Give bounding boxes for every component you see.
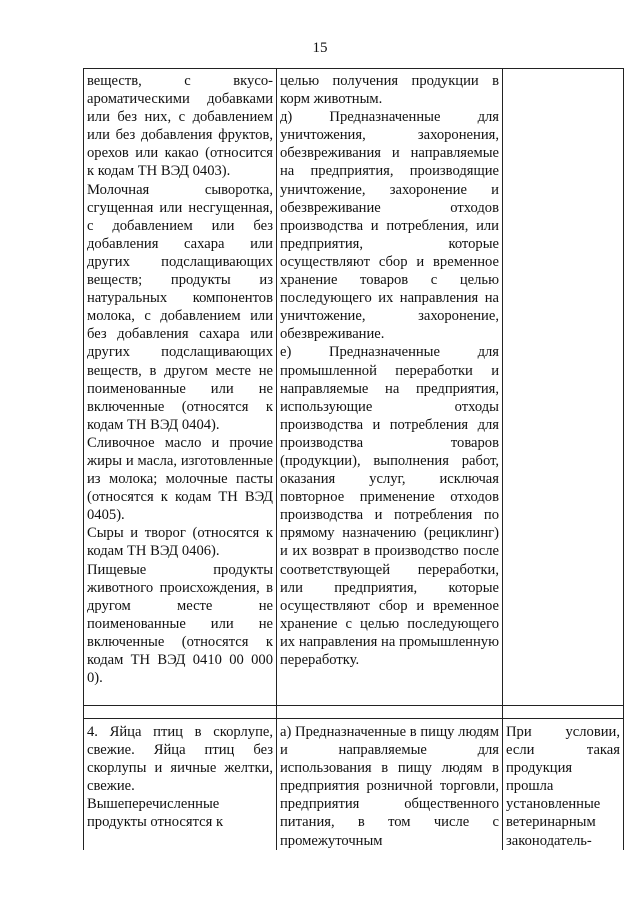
product-paragraph: 4. Яйца птиц в скорлупе, свежие. Яйца птиц без скорлупы и яичные желтки, свежие.	[87, 724, 273, 795]
product-paragraph: Вышеперечисленные продукты относятся к	[87, 796, 224, 831]
product-paragraph: Молочная сыворотка, сгущенная или несгущенная, с добавлением или без добавления сахара или других подслащивающих веществ; продукты из натуральных компонентов молока, с добавлением или без добавления сахара или других подслащивающих веществ, в другом месте не поименованные или не включенные (относятся к кодам ТН ВЭД 0404).	[87, 181, 273, 433]
regulation-table	[83, 68, 624, 850]
product-description-cell	[84, 69, 277, 706]
purpose-cell	[277, 69, 503, 706]
condition-cell	[503, 69, 624, 706]
purpose-paragraph: е) Предназначенные для промышленной переработки и направляемые на предприятия, использующие отходы производства и потребления для производства товаров (продукции), выполнения работ, оказания услуг, исключая повторное применение отходов производства и потребления по прямому назначению (рециклинг) и их возврат в производство после соответствующей переработки, или предприятия, которые осуществляют сбор и временное хранение с целью последующего их направления на промышленную переработку.	[280, 344, 499, 668]
page-number: 15	[312, 40, 328, 56]
condition-cell: При условии, если такая продукция прошла установленные ветеринарным законодатель-	[503, 719, 624, 850]
product-description-cell	[84, 719, 277, 850]
product-paragraph: Сыры и творог (относятся к кодам ТН ВЭД 0406).	[87, 525, 273, 560]
table-row	[84, 69, 624, 706]
purpose-paragraph: д) Предназначенные для уничтожения, захоронения, обезвреживания и направляемые на предприятия, производящие уничтожение, захоронение и обезвреживание отходов производства и потребления, или предприятия, которые осуществляют сбор и временное хранение товаров с целью последующего их направления на уничтожение, захоронение, обезвреживание.	[280, 109, 499, 343]
product-paragraph: Пищевые продукты животного происхождения, в другом месте не поименованные или не включенные (относятся к кодам ТН ВЭД 0410 00 000 0).	[87, 561, 273, 687]
table-row	[84, 719, 624, 850]
product-paragraph: Сливочное масло и прочие жиры и масла, изготовленные из молока; молочные пасты (относятся к кодам ТН ВЭД 0405).	[87, 434, 273, 524]
purpose-cell: а) Предназначенные в пищу людям и направляемые для использования в пищу людям в предприятия розничной торговли, предприятия общественного питания, в том числе с промежуточным	[277, 719, 503, 850]
table-row-spacer	[84, 706, 624, 719]
product-paragraph: веществ, с вкусо-ароматическими добавками или без них, с добавлением или без добавления фруктов, орехов или какао (относится к кодам ТН ВЭД 0403).	[87, 73, 273, 180]
purpose-paragraph: целью получения продукции в корм животным.	[280, 73, 499, 108]
